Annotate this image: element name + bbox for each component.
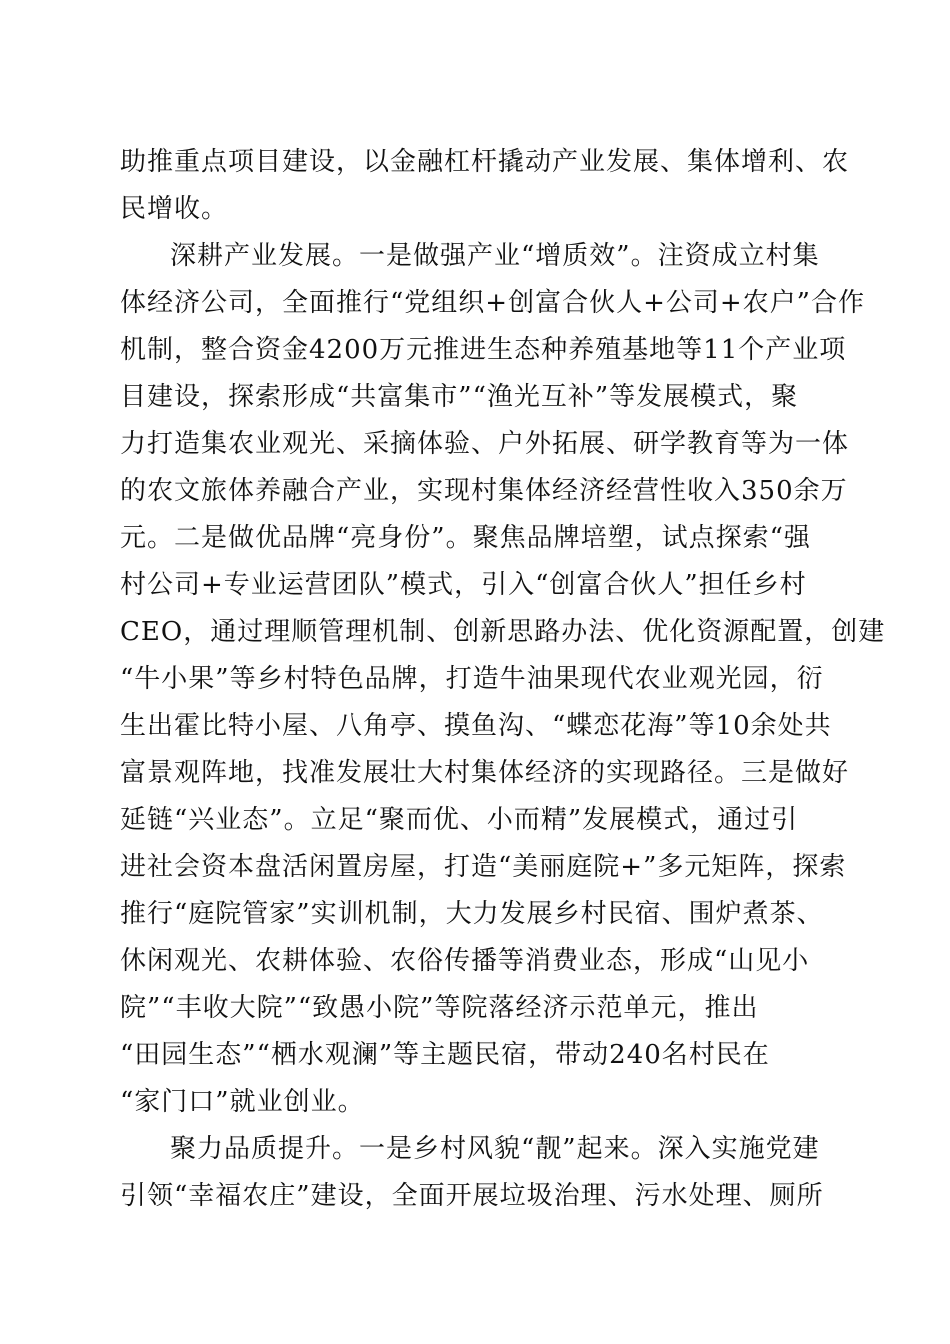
text-line: “牛小果”等乡村特色品牌，打造牛油果现代农业观光园，衍	[120, 664, 824, 694]
text-line: 力打造集农业观光、采摘体验、户外拓展、研学教育等为一体	[120, 429, 850, 459]
text-line: 休闲观光、农耕体验、农俗传播等消费业态，形成“山见小	[120, 946, 810, 976]
text-line: “田园生态”“栖水观澜”等主题民宿，带动240名村民在	[120, 1040, 770, 1070]
paragraph-start-line: 聚力品质提升。一是乡村风貌“靓”起来。深入实施党建	[170, 1134, 820, 1164]
text-line: 机制，整合资金4200万元推进生态种养殖基地等11个产业项	[120, 335, 847, 365]
text-line: 进社会资本盘活闲置房屋，打造“美丽庭院+”多元矩阵，探索	[120, 852, 847, 882]
text-line: “家门口”就业创业。	[120, 1087, 365, 1117]
text-line: 引领“幸福农庄”建设，全面开展垃圾治理、污水处理、厕所	[120, 1181, 824, 1211]
text-line: 目建设，探索形成“共富集市”“渔光互补”等发展模式，聚	[120, 382, 799, 412]
text-line: 助推重点项目建设，以金融杠杆撬动产业发展、集体增利、农	[120, 147, 850, 177]
text-line: 富景观阵地，找准发展壮大村集体经济的实现路径。三是做好	[120, 758, 850, 788]
paragraph-start-line: 深耕产业发展。一是做强产业“增质效”。注资成立村集	[170, 241, 820, 271]
text-line: 生出霍比特小屋、八角亭、摸鱼沟、“蝶恋花海”等10余处共	[120, 711, 832, 741]
text-line: 推行“庭院管家”实训机制，大力发展乡村民宿、围炉煮茶、	[120, 899, 824, 929]
text-line: 元。二是做优品牌“亮身份”。聚焦品牌培塑，试点探索“强	[120, 523, 811, 553]
text-line: 的农文旅体养融合产业，实现村集体经济经营性收入350余万	[120, 476, 848, 506]
text-line: 民增收。	[120, 194, 229, 224]
text-line: CEO，通过理顺管理机制、创新思路办法、优化资源配置，创建	[120, 617, 886, 647]
text-line: 延链“兴业态”。立足“聚而优、小而精”发展模式，通过引	[120, 805, 799, 835]
text-line: 体经济公司，全面推行“党组织+创富合伙人+公司+农户”合作	[120, 288, 865, 318]
text-line: 院”“丰收大院”“致愚小院”等院落经济示范单元，推出	[120, 993, 759, 1023]
text-line: 村公司+专业运营团队”模式，引入“创富合伙人”担任乡村	[120, 570, 807, 600]
